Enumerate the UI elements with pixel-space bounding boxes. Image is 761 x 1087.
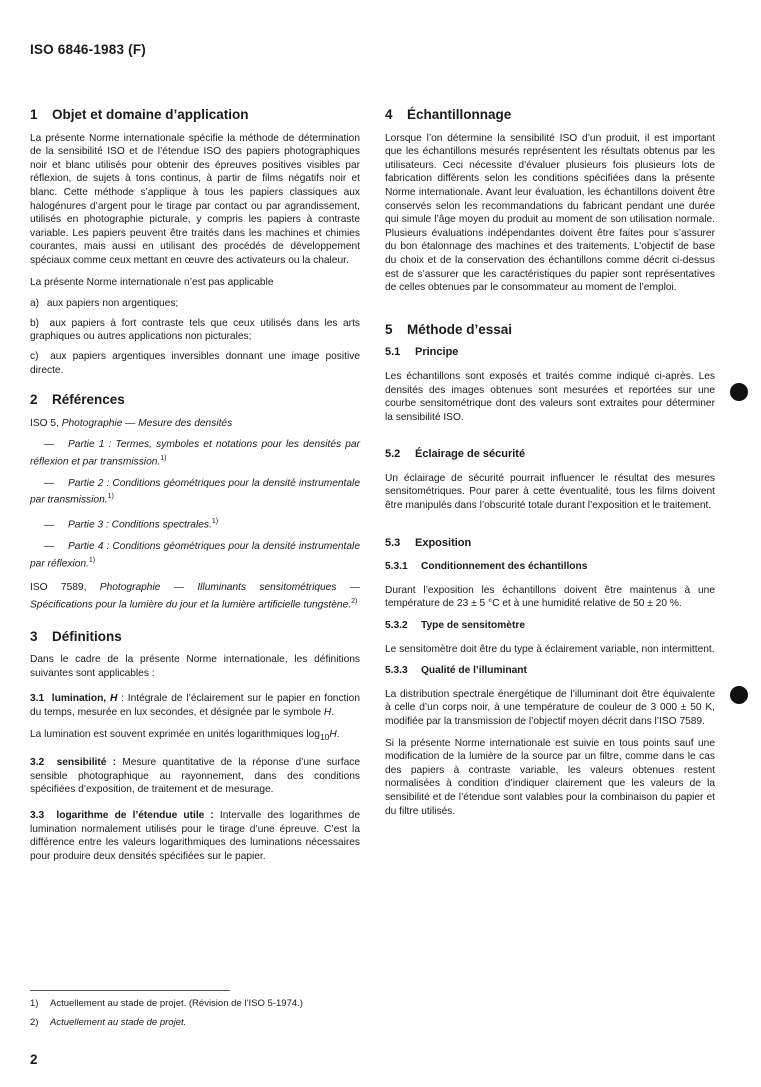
definition-3-3: 3.3 logarithme de l’étendue utile : Intervalle des logarithmes de lumination normalement utilisés pour le tirage d’une épreuve. C’est la différence entre les valeurs logarithmiques des luminations nécessaires pour produire deux densités spécifiées sur le papier. <box>30 809 360 862</box>
section-5-2-paragraph: Un éclairage de sécurité pourrait influencer le résultat des mesures sensitométriques. Pour parer à cette éventualité, tous les films doivent être manipulés dans l’obscurité totale durant l’exposition et le traitement. <box>385 472 715 512</box>
list-item: b) aux papiers à fort contraste tels que ceux utilisés dans les arts graphiques ou autres applications non picturales; <box>30 317 360 343</box>
reference-part: — Partie 4 : Conditions géométriques pour la densité instrumentale par réflexion.$^{1)}$ <box>30 541 360 570</box>
left-column <box>30 108 360 871</box>
section-5-1-heading: 5.1 Principe <box>385 346 459 359</box>
section-1-paragraph: La présente Norme internationale spécifie la méthode de détermination de la sensibilité ISO et de l’étendue ISO des papiers photographiques noir et blanc utilisés pour obtenir des épreuves positives visibles par réflexion, de sujets à tons continus, à partir de films négatifs noir et blanc. Cette méthode s’applique à tous les papiers classiques aux halogénures d’argent pour le tirage par contact ou par agrandissement, utilisés en photographie picturale, y compris les papiers à contraste variable. Les papiers peuvent être traités dans les machines et chimies courantes, mais aussi en utilisant des procédés de développement spéciaux comme ceux mettant en œuvre des activateurs ou la chaleur. <box>30 132 360 266</box>
definition-3-2: 3.2 sensibilité : Mesure quantitative de la réponse d’une surface sensible photographique au rayonnement, dans des conditions spécifiées d’exposition, de traitement et de mesurage. <box>30 757 360 796</box>
footnotes <box>30 990 730 1035</box>
footnote-divider <box>30 990 230 991</box>
definitions-intro: Dans le cadre de la présente Norme internationale, les définitions suivantes sont applicables : <box>30 654 360 679</box>
reference-iso7589: ISO 7589, Photographie — Illuminants sensitométriques — Spécifications pour la lumière du jour et la lumière artificielle tungstène.$^{2)}$ <box>30 582 360 610</box>
section-1-not-applicable: La présente Norme internationale n’est pas applicable <box>30 276 274 288</box>
document-header: ISO 6846-1983 (F) <box>30 42 146 57</box>
page-number: 2 <box>30 1052 38 1067</box>
section-5-1-paragraph: Les échantillons sont exposés et traités comme indiqué ci-après. Les densités des images obtenues sont mesurées et reportées sur une courbe sensitométrique dont des valeurs sont extraites pour déterminer la sensibilité ISO. <box>385 370 715 423</box>
section-5-3-1-paragraph: Durant l’exposition les échantillons doivent être maintenus à une température de 23 ± 5 °C et à une humidité relative de 50 ± 20 %. <box>385 584 715 610</box>
exclusion-list <box>30 297 360 377</box>
section-1-heading: 1 Objet et domaine d’application <box>30 107 249 122</box>
section-5-3-3-paragraph: La distribution spectrale énergétique de l’illuminant doit être équivalente à celle d’un corps noir, à une température de couleur de 3 000 ± 50 K, modifiée par la transmission de l’objectif moyen décrit dans l’ISO 7589. <box>385 688 715 727</box>
section-3-heading: 3 Définitions <box>30 628 122 644</box>
section-4-heading: 4 Échantillonnage <box>385 107 512 122</box>
section-5-3-3-heading: 5.3.3 Qualité de l’illuminant <box>385 665 527 677</box>
footnote: 2) Actuellement au stade de projet. <box>30 1017 187 1028</box>
reference-iso5: ISO 5, Photographie — Mesure des densités <box>30 417 233 429</box>
section-5-3-heading: 5.3 Exposition <box>385 536 472 549</box>
section-5-3-2-heading: 5.3.2 Type de sensitomètre <box>385 620 525 632</box>
definition-3-1: 3.1 lumination, H : Intégrale de l’éclairement sur le papier en fonction du temps, mesurée en lux secondes, et désignée par le symbole H. <box>30 693 360 718</box>
section-4-paragraph: Lorsque l’on détermine la sensibilité ISO d’un produit, il est important que les échantillons mesurés représentent les résultats obtenus par les utilisateurs. Ceci nécessite d’évaluer plusieurs fois plusieurs lots de fabrication différents selon les conditions spécifiées dans la présente Norme internationale. Avant leur évaluation, les échantillons doivent être conservés selon les recommandations du fabricant pendant une durée qui simule l’âge moyen du produit au moment de son utilisation normale. Plusieurs évaluations indépendantes doivent être faites pour s’assurer du bon étalonnage des machines et des traitements. L’objectif de base du choix et de la conservation des échantillons comme décrit ci-dessus est de s’assurer que les caractéristiques du papier sont représentatives de celles obtenues par le consommateur au moment de l’emploi. <box>385 132 715 294</box>
reference-part: — Partie 2 : Conditions géométriques pour la densité instrumentale par transmission.$^{1)}$ <box>30 477 360 506</box>
reference-part: — Partie 3 : Conditions spectrales.$^{1)}$ <box>43 518 219 531</box>
section-2-heading: 2 Références <box>30 392 125 408</box>
list-item: a) aux papiers non argentiques; <box>30 298 179 310</box>
reference-part: — Partie 1 : Termes, symboles et notations pour les densités par réflexion et par transmission.$^{1)}$ <box>30 439 360 468</box>
definition-3-1-note: La lumination est souvent exprimée en unités logarithmiques $\log_{10}H$. <box>30 728 340 742</box>
footnote: 1) Actuellement au stade de projet. (Révision de l’ISO 5-1974.) <box>30 998 303 1009</box>
margin-bullet-icon <box>730 686 748 704</box>
margin-bullet-icon <box>730 383 748 401</box>
section-5-3-2-paragraph: Le sensitomètre doit être du type à éclairement variable, non intermittent. <box>385 643 715 655</box>
list-item: c) aux papiers argentiques inversibles donnant une image positive directe. <box>30 350 360 376</box>
right-column <box>385 108 715 826</box>
section-5-2-heading: 5.2 Éclairage de sécurité <box>385 448 526 461</box>
section-5-heading: 5 Méthode d’essai <box>385 321 513 337</box>
section-5-3-1-heading: 5.3.1 Conditionnement des échantillons <box>385 561 588 573</box>
section-5-3-3-paragraph-2: Si la présente Norme internationale est suivie en tous points sauf une modification de la lumière de la source par un filtre, comme dans le cas des papiers à contraste variable, les valeurs obtenues restent normalisées à condition d’indiquer clairement que les valeurs de la sensibilité et de l’étendue sont valables pour la combinaison du papier et du filtre utilisés. <box>385 737 715 817</box>
